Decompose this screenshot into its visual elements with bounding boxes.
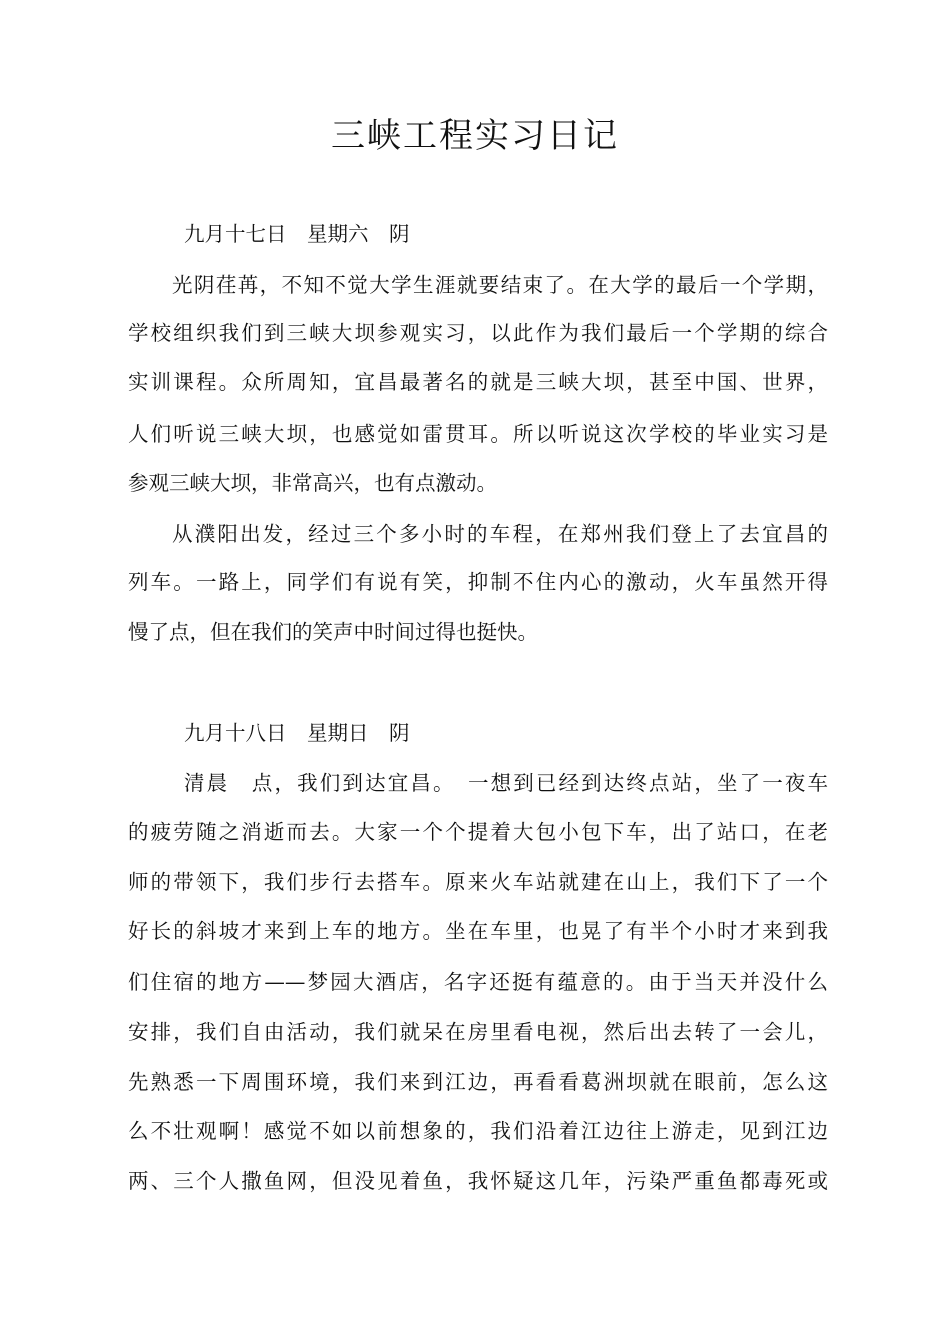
paragraph-line: 先熟悉一下周围环境，我们来到江边，再看看葛洲坝就在眼前，怎么这 (128, 1070, 828, 1094)
paragraph-line: 安排，我们自由活动，我们就呆在房里看电视，然后出去转了一会儿， (128, 1020, 828, 1044)
entry-date: 九月十七日 星期六 阴 (184, 222, 410, 246)
paragraph-line: 们住宿的地方——梦园大酒店，名字还挺有蕴意的。由于当天并没什么 (128, 970, 828, 994)
paragraph-line: 好长的斜坡才来到上车的地方。坐在车里，也晃了有半个小时才来到我 (128, 919, 828, 943)
paragraph-line: 列车。一路上，同学们有说有笑，抑制不住内心的激动，火车虽然开得 (128, 570, 828, 594)
paragraph-line: 么不壮观啊！感觉不如以前想象的，我们沿着江边往上游走，见到江边 (128, 1119, 828, 1143)
paragraph-line: 的疲劳随之消逝而去。大家一个个提着大包小包下车，出了站口，在老 (128, 820, 828, 844)
paragraph-line: 人们听说三峡大坝，也感觉如雷贯耳。所以听说这次学校的毕业实习是 (128, 422, 828, 446)
paragraph-line: 慢了点，但在我们的笑声中时间过得也挺快。 (128, 620, 538, 644)
paragraph-line: 光阴荏苒，不知不觉大学生涯就要结束了。在大学的最后一个学期， (172, 273, 828, 297)
entry-date: 九月十八日 星期日 阴 (184, 721, 410, 745)
paragraph-line: 从濮阳出发，经过三个多小时的车程，在郑州我们登上了去宜昌的 (172, 522, 828, 546)
paragraph-line: 实训课程。众所周知，宜昌最著名的就是三峡大坝，甚至中国、世界， (128, 370, 828, 394)
paragraph-line: 清晨 点，我们到达宜昌。 一想到已经到达终点站，坐了一夜车 (184, 771, 828, 795)
document-title: 三峡工程实习日记 (331, 116, 619, 156)
paragraph-line: 师的带领下，我们步行去搭车。原来火车站就建在山上，我们下了一个 (128, 870, 828, 894)
paragraph-line: 两、三个人撒鱼网，但没见着鱼，我怀疑这几年，污染严重鱼都毒死或 (128, 1169, 828, 1193)
paragraph-line: 参观三峡大坝，非常高兴，也有点激动。 (128, 471, 497, 495)
paragraph-line: 学校组织我们到三峡大坝参观实习，以此作为我们最后一个学期的综合 (128, 321, 828, 345)
